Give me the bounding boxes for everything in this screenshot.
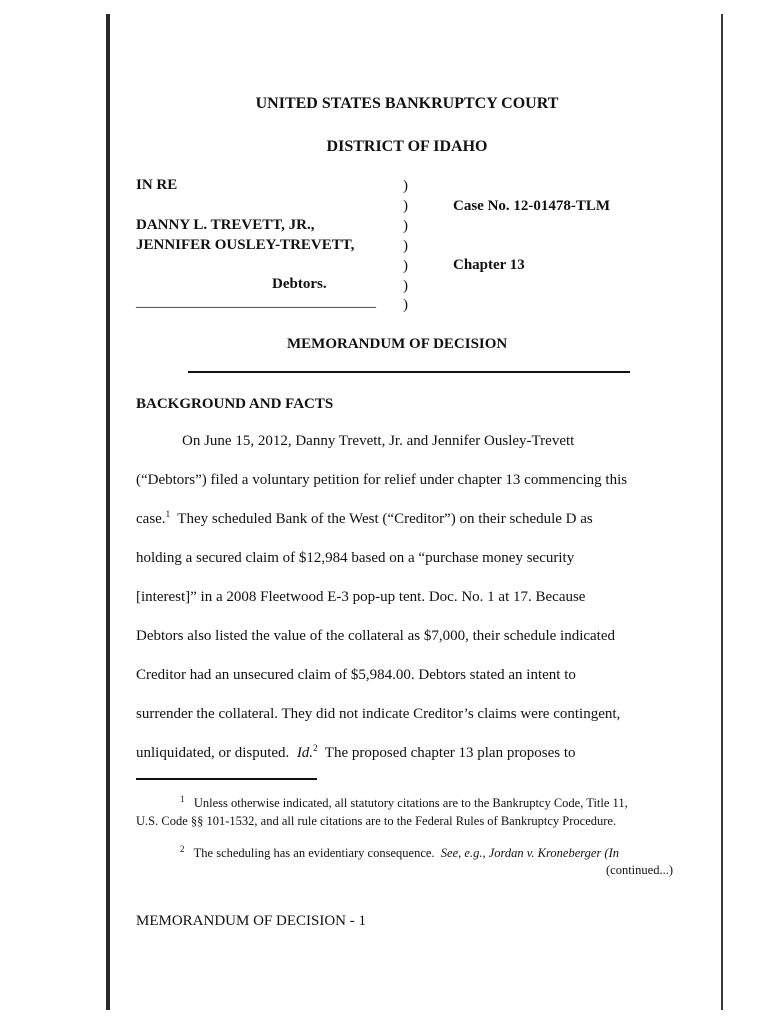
case-citation: Jordan v. Kroneberger (In	[488, 846, 620, 860]
see-signal: See	[440, 846, 459, 860]
footnote-continued: (continued...)	[606, 863, 673, 877]
right-margin-rule	[721, 14, 723, 1010]
chapter-label: Chapter 13	[453, 257, 525, 273]
id-citation: Id.	[296, 745, 314, 761]
footnote-1-line-2: U.S. Code §§ 101-1532, and all rule citations are to the Federal Rules of Bankruptcy Procedure.	[136, 814, 617, 828]
footnote-ref-2: 2	[313, 743, 318, 753]
court-name: UNITED STATES BANKRUPTCY COURT	[255, 95, 559, 112]
caption-paren: )	[403, 278, 408, 294]
caption-paren: )	[403, 238, 408, 254]
debtor-name-1: DANNY L. TREVETT, JR.,	[136, 217, 315, 233]
caption-paren: )	[403, 297, 408, 313]
footnote-2-line-1	[180, 843, 620, 861]
debtors-label: Debtors.	[272, 276, 327, 292]
body-line	[136, 745, 576, 762]
body-line: (“Debtors”) filed a voluntary petition for relief under chapter 13 commencing this	[136, 472, 628, 488]
caption-paren: )	[403, 218, 408, 234]
body-line: surrender the collateral. They did not indicate Creditor’s claims were contingent,	[136, 706, 621, 722]
caption-paren: )	[403, 258, 408, 274]
footnote-ref-1: 1	[165, 509, 171, 519]
left-margin-rule	[106, 14, 110, 1010]
footnote-1-line-1	[180, 793, 628, 811]
debtor-name-2: JENNIFER OUSLEY-TREVETT,	[136, 237, 355, 253]
title-divider	[188, 371, 630, 373]
punctuation: ,	[458, 846, 465, 860]
body-text: case.	[136, 511, 166, 527]
footnote-number-1: 1	[180, 793, 185, 804]
page-footer: MEMORANDUM OF DECISION - 1	[136, 913, 367, 929]
footnote-text: Unless otherwise indicated, all statutory citations are to the Bankruptcy Code, Title 11,	[193, 796, 628, 810]
section-heading: BACKGROUND AND FACTS	[136, 396, 334, 412]
body-line: holding a secured claim of $12,984 based on a “purchase money security	[136, 550, 575, 566]
district-name: DISTRICT OF IDAHO	[326, 138, 488, 155]
body-text: They scheduled Bank of the West (“Creditor”) on their schedule D as	[170, 511, 593, 527]
footnote-text: The scheduling has an evidentiary consequence.	[193, 846, 441, 860]
caption-paren: )	[403, 198, 408, 214]
body-text: unliquidated, or disputed.	[136, 745, 297, 761]
footnote-number-2: 2	[180, 843, 185, 854]
eg-signal: e.g.	[464, 846, 483, 860]
body-line: On June 15, 2012, Danny Trevett, Jr. and Jennifer Ousley-Trevett	[182, 433, 575, 449]
body-text: The proposed chapter 13 plan proposes to	[317, 745, 576, 761]
body-line	[136, 511, 593, 528]
document-title: MEMORANDUM OF DECISION	[287, 336, 508, 352]
footnote-separator	[136, 778, 317, 780]
body-line: [interest]” in a 2008 Fleetwood E-3 pop-up tent. Doc. No. 1 at 17. Because	[136, 589, 586, 605]
punctuation: ,	[482, 846, 489, 860]
case-number: Case No. 12-01478-TLM	[453, 198, 611, 214]
caption-signature-line: ________________________________	[136, 294, 376, 310]
in-re-label: IN RE	[136, 177, 178, 193]
body-line: Debtors also listed the value of the collateral as $7,000, their schedule indicated	[136, 628, 616, 644]
body-line: Creditor had an unsecured claim of $5,984.00. Debtors stated an intent to	[136, 667, 576, 683]
caption-paren: )	[403, 178, 408, 194]
